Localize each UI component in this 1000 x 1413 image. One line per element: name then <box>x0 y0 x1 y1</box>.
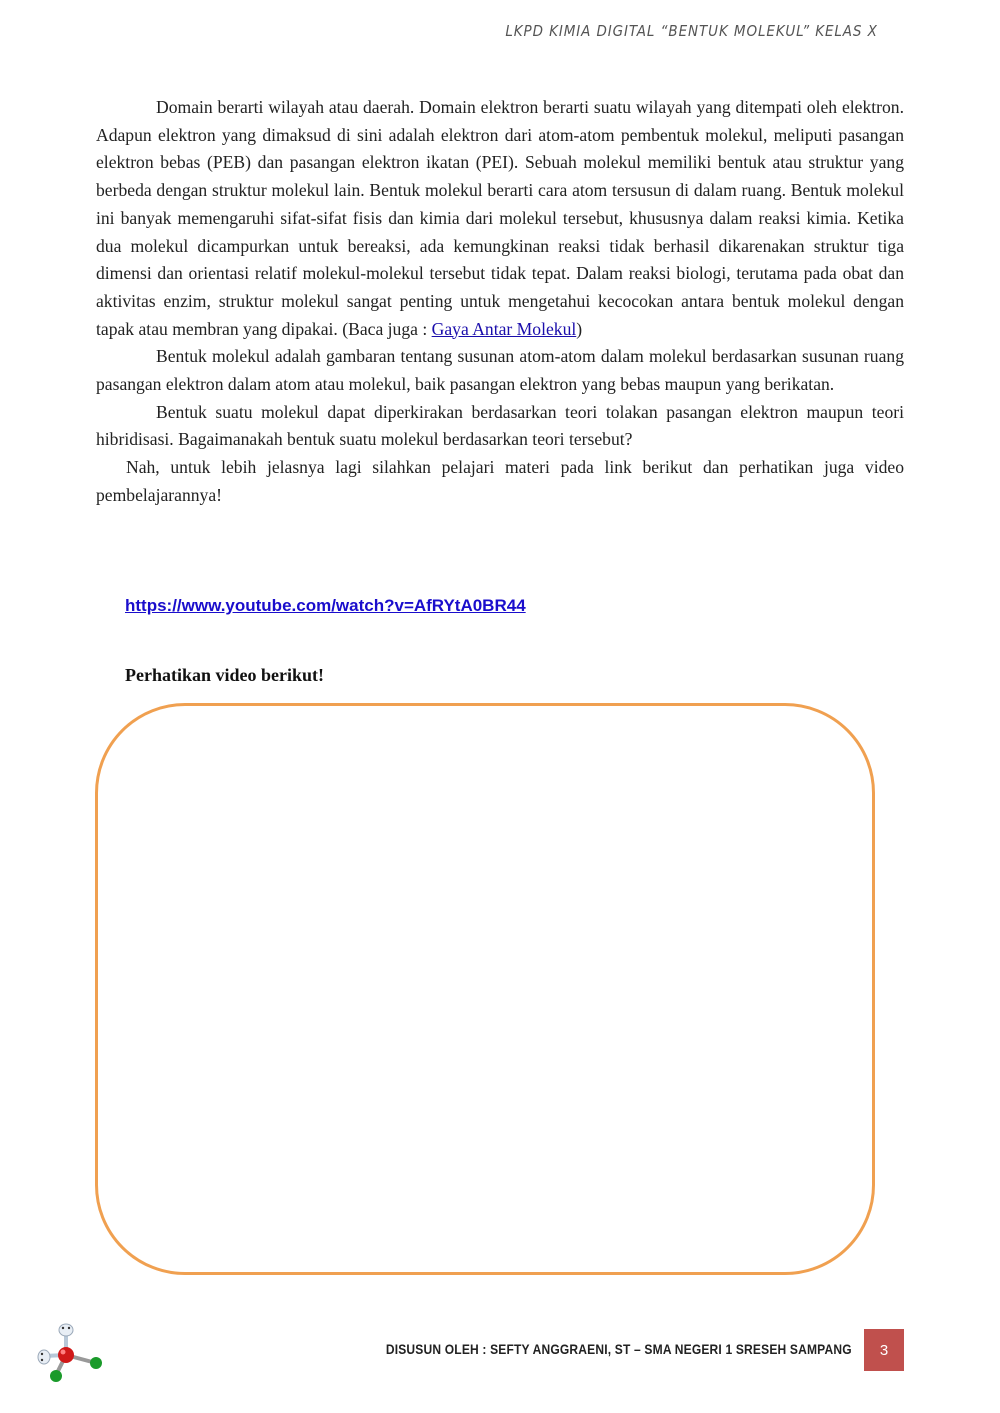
paragraph-definition: Bentuk molekul adalah gambaran tentang susunan atom-atom dalam molekul berdasarkan susunan ruang pasangan elektron dalam atom atau molekul, baik pasangan elektron yang bebas maupun yang berikatan. <box>96 346 904 395</box>
read-also-suffix: ) <box>576 318 583 339</box>
video-heading: Perhatikan video berikut! <box>125 665 325 685</box>
read-also <box>342 319 582 339</box>
video-frame[interactable] <box>95 703 875 1275</box>
video-link[interactable]: https://www.youtube.com/watch?v=AfRYtA0BR44 <box>125 596 526 615</box>
molecule-icon <box>34 1320 114 1390</box>
paragraph-instruction: Nah, untuk lebih jelasnya lagi silahkan pelajari materi pada link berikut dan perhatikan juga video pembelajarannya! <box>96 457 904 505</box>
footer-author: DISUSUN OLEH : SEFTY ANGGRAENI, ST – SMA NEGERI 1 SRESEH SAMPANG <box>386 1341 852 1357</box>
page-number: 3 <box>864 1329 904 1371</box>
page-header: LKPD KIMIA DIGITAL “BENTUK MOLEKUL” KELAS X <box>505 22 878 40</box>
paragraph-theory: Bentuk suatu molekul dapat diperkirakan berdasarkan teori tolakan pasangan elektron maupun teori hibridisasi. Bagaimanakah bentuk suatu molekul berdasarkan teori tersebut? <box>96 401 904 450</box>
paragraph-domain <box>96 94 904 343</box>
main-content <box>96 94 904 510</box>
paragraph-domain-text: Domain berarti wilayah atau daerah. Domain elektron berarti suatu wilayah yang ditempati oleh elektron. Adapun elektron yang dimaksud di sini adalah elektron dari atom-atom pembentuk molekul, meliputi pasangan elektron bebas (PEB) dan pasangan elektron ikatan (PEI). Sebuah molekul memiliki bentuk atau struktur yang berbeda dengan struktur molekul lain. Bentuk molekul berarti cara atom tersusun di dalam ruang. Bentuk molekul ini banyak memengaruhi sifat-sifat fisis dan kimia dari molekul tersebut, khususnya dalam reaksi kimia. Ketika dua molekul dicampurkan untuk bereaksi, ada kemungkinan reaksi tidak berhasil dikarenakan struktur tiga dimensi dan orientasi relatif molekul-molekul tersebut tidak tepat. Dalam reaksi biologi, terutama pada obat dan aktivitas enzim, struktur molekul sangat penting untuk mengetahui kecocokan antara bentuk molekul dengan tapak atau membran yang dipakai. <box>96 97 904 339</box>
read-also-link[interactable]: Gaya Antar Molekul <box>431 318 577 339</box>
read-also-prefix: (Baca juga : <box>342 318 432 339</box>
